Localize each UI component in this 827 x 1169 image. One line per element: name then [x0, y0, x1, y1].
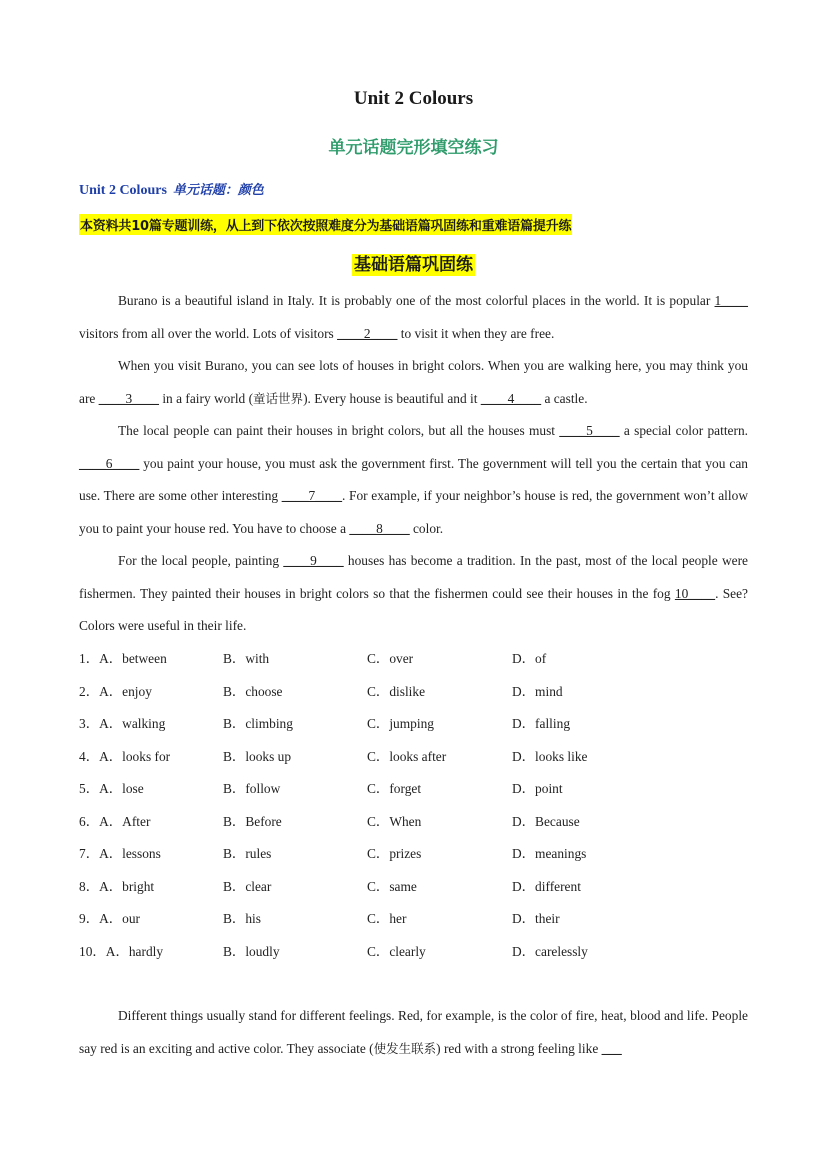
page-title: Unit 2 Colours	[353, 88, 474, 109]
option-row-7	[79, 838, 748, 871]
blank-7: ____7____	[281, 488, 343, 504]
option-row-6	[79, 806, 748, 839]
text-run: in a fairy world (	[158, 390, 254, 406]
text-run: you paint your house, you must ask the government first. The government will tell you the certain that you can use. There are some other interesting	[79, 455, 748, 504]
notice-banner: 本资料共10篇专题训练，从上到下依次按照难度分为基础语篇巩固练和重难语篇提升练	[79, 214, 572, 235]
option-c: C．over	[367, 651, 414, 666]
option-b: B．follow	[223, 781, 281, 796]
option-row-5	[79, 773, 748, 806]
blank-10: 10____	[674, 585, 716, 601]
blank-p2-1: ___	[601, 1040, 622, 1056]
chinese-gloss: 使发生联系	[373, 1040, 437, 1056]
option-c: C．clearly	[367, 943, 426, 959]
text-run: . See? Colors were useful in their life.	[79, 585, 748, 634]
blank-3: ____3____	[98, 390, 159, 406]
page-subtitle: 单元话题完形填空练习	[328, 138, 499, 158]
option-b: B．loudly	[223, 943, 280, 959]
text-run: ). Every house is beautiful and it	[303, 390, 481, 406]
option-d: D．carelessly	[512, 943, 588, 959]
option-b: B．looks up	[223, 748, 292, 764]
option-row-2	[79, 676, 748, 709]
option-d: D．Because	[512, 813, 580, 829]
passage1-paragraph-3	[79, 415, 748, 545]
option-a: 10．A．hardly	[79, 943, 164, 959]
option-d: D．falling	[512, 716, 571, 731]
blank-2: ____2____	[337, 325, 398, 341]
option-a: 3．A．walking	[79, 716, 166, 731]
option-d: D．mind	[512, 683, 563, 699]
topic-english: Unit 2 Colours	[79, 183, 167, 198]
option-c: C．When	[367, 813, 422, 829]
option-b: B．Before	[223, 813, 282, 829]
section-heading-text: 基础语篇巩固练	[354, 255, 473, 275]
text-run: . For example, if your neighbor’s house is red, the government won’t allow you to paint your house red. You have to choose a	[79, 488, 748, 536]
option-c: C．her	[367, 911, 407, 926]
option-d: D．meanings	[512, 846, 587, 861]
option-b: B．rules	[223, 846, 272, 861]
option-row-1	[79, 643, 748, 676]
option-a: 7．A．lessons	[79, 846, 161, 861]
section-heading	[0, 250, 827, 275]
blank-9: ____9____	[283, 553, 344, 568]
blank-4: ____4____	[480, 390, 542, 406]
text-run: For the local people, painting	[118, 553, 284, 568]
option-c: C．same	[367, 878, 417, 894]
topic-line	[79, 179, 264, 199]
option-row-9	[79, 903, 748, 936]
blank-6: ____6____	[79, 455, 140, 471]
text-run: a castle.	[541, 390, 588, 406]
option-b: B．his	[223, 911, 261, 926]
option-a: 6．A．After	[79, 813, 151, 829]
chinese-gloss: 童话世界	[253, 390, 304, 406]
options-list	[79, 643, 748, 968]
option-c: C．dislike	[367, 683, 426, 699]
blank-5: ____5____	[559, 423, 620, 438]
text-run: a special color pattern.	[619, 423, 748, 438]
option-b: B．choose	[223, 683, 283, 699]
text-run: Burano is a beautiful island in Italy. It is probably one of the most colorful places in the world. It is popular	[118, 293, 715, 308]
blank-8: ____8____	[349, 520, 410, 536]
text-run: color.	[409, 520, 444, 536]
blank-1: 1____	[714, 293, 748, 308]
passage1-paragraph-2	[79, 350, 748, 415]
text-run: visitors from all over the world. Lots of visitors	[79, 325, 338, 341]
text-run: ) red with a strong feeling like	[436, 1040, 602, 1056]
text-run: Different things usually stand for different feelings. Red, for example, is the color of fire, heat, blood and life. People say red is an exciting and active color. They associate (	[79, 1008, 748, 1056]
option-b: B．climbing	[223, 716, 293, 731]
option-c: C．jumping	[367, 716, 434, 731]
passage1-paragraph-1	[79, 285, 748, 350]
option-a: 4．A．looks for	[79, 748, 171, 764]
option-row-3	[79, 708, 748, 741]
option-a: 2．A．enjoy	[79, 683, 152, 699]
option-c: C．prizes	[367, 846, 422, 861]
option-a: 1．A．between	[79, 651, 167, 666]
option-b: B．with	[223, 651, 270, 666]
option-d: D．different	[512, 878, 581, 894]
option-row-8	[79, 871, 748, 904]
option-a: 8．A．bright	[79, 878, 155, 894]
passage2-paragraph-1	[79, 1000, 748, 1065]
passage1-paragraph-4	[79, 545, 748, 643]
option-d: D．their	[512, 911, 560, 926]
option-row-10	[79, 936, 748, 969]
option-row-4	[79, 741, 748, 774]
option-a: 5．A．lose	[79, 781, 144, 796]
text-run: to visit it when they are free.	[397, 325, 555, 341]
text-run: The local people can paint their houses in bright colors, but all the houses must	[118, 423, 560, 438]
option-d: D．looks like	[512, 748, 588, 764]
option-c: C．looks after	[367, 748, 447, 764]
option-d: D．of	[512, 651, 547, 666]
text-run: houses has become a tradition. In the past, most of the local people were fishermen. They painted their houses in bright colors so that the fishermen could see their houses in the fog	[79, 553, 748, 601]
option-d: D．point	[512, 781, 563, 796]
topic-chinese: 单元话题：颜色	[172, 183, 264, 198]
option-a: 9．A．our	[79, 911, 140, 926]
option-c: C．forget	[367, 781, 422, 796]
option-b: B．clear	[223, 878, 272, 894]
text-run: When you visit Burano, you can see lots of houses in bright colors. When you are walking here, you may think you are	[79, 358, 748, 406]
